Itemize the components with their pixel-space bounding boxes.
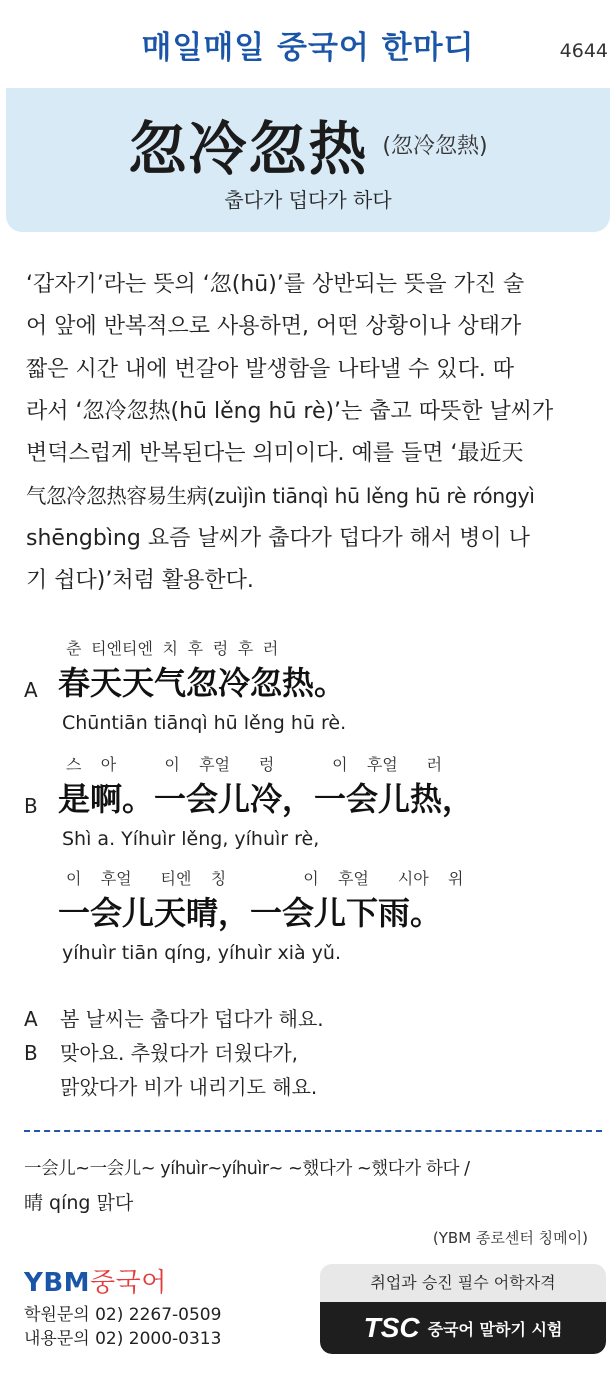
intro-line: ‘갑자기’라는 뜻의 ‘忽(hū)’를 상반되는 뜻을 가진 술 (26, 272, 525, 297)
dialogue-line (0, 752, 616, 852)
author-credit: (YBM 종로센터 칭메이) (432, 1229, 588, 1247)
translation-row (24, 1070, 594, 1104)
translation-text: 맞아요. 추웠다가 더웠다가, (60, 1041, 298, 1065)
ybm-block (24, 1262, 221, 1351)
contact-academy: 학원문의 02) 2267-0509 (24, 1305, 222, 1325)
intro-line: 짧은 시간 내에 번갈아 발생함을 나타낼 수 있다. 따 (26, 356, 514, 382)
vocab-line: 一会儿~一会儿~ yíhuìr~yíhuìr~ ~했다가 ~했다가 하다 / (24, 1159, 470, 1179)
translation-row (24, 1036, 594, 1070)
intro-line: 기 쉽다)’처럼 활용한다. (26, 568, 254, 594)
dialogue-line (0, 866, 616, 966)
title-korean: 춥다가 덥다가 하다 (224, 188, 392, 212)
title-chinese: 忽冷忽热 (128, 115, 369, 183)
dialogue-chinese: 是啊。一会儿冷，一会儿热， (58, 780, 475, 818)
dialogue-line (0, 636, 616, 736)
translation-row (24, 1002, 594, 1036)
tsc-bar (320, 1302, 606, 1354)
dialogue-pinyin: Chūntiān tiānqì hū lěng hū rè. (62, 712, 347, 734)
pronunciation-annotation: 춘 티엔티엔 치 후 렁 후 러 (66, 639, 279, 658)
dialogue-pinyin: Shì a. Yíhuìr lěng, yíhuìr rè, (62, 828, 320, 850)
dialogue-chinese: 春天天气忽冷忽热。 (58, 664, 347, 702)
intro-line: 라서 ‘忽冷忽热(hū lěng hū rè)’는 춥고 따뜻한 날씨가 (26, 398, 554, 424)
contact-content: 내용문의 02) 2000-0313 (24, 1329, 222, 1349)
ybm-logo (24, 1262, 221, 1299)
vocabulary (24, 1152, 610, 1220)
dialogue-pinyin: yíhuìr tiān qíng, yíhuìr xià yǔ. (62, 942, 341, 964)
vocab-line: 晴 qíng 맑다 (24, 1192, 134, 1214)
dialogue-chinese: 一会儿天晴，一会儿下雨。 (58, 894, 443, 932)
speaker-label: B (24, 794, 38, 818)
speaker-label: A (24, 678, 38, 702)
title-row (6, 102, 610, 186)
translation-text: 봄 날씨는 춥다가 덥다가 해요. (60, 1007, 324, 1031)
pronunciation-annotation: 이 후얼 티엔 칭 이 후얼 시아 위 (66, 869, 464, 888)
title-traditional: (忽冷忽熱) (382, 133, 488, 159)
contact-info (24, 1303, 221, 1351)
speaker-label: A (24, 1007, 38, 1031)
title-box (6, 88, 610, 232)
header (0, 0, 616, 86)
tsc-banner (320, 1264, 606, 1354)
translation-text: 맑았다가 비가 내리기도 해요. (60, 1075, 318, 1099)
pronunciation-annotation: 스 아 이 후얼 렁 이 후얼 러 (66, 755, 443, 774)
ybm-logo-ko: 중국어 (90, 1268, 167, 1298)
korean-translation (24, 1002, 594, 1104)
ybm-logo-en: YBM (24, 1268, 91, 1298)
intro-line: shēngbìng 요즘 날씨가 춥다가 덥다가 해서 병이 나 (26, 525, 530, 551)
tsc-name: 중국어 말하기 시험 (427, 1319, 563, 1339)
dashed-divider (24, 1130, 602, 1132)
series-title: 매일매일 중국어 한마디 (141, 30, 475, 66)
intro-line: 어 앞에 반복적으로 사용하면, 어떤 상황이나 상태가 (26, 314, 522, 340)
intro-line: 변덕스럽게 반복된다는 의미이다. 예를 들면 ‘最近天 (26, 441, 524, 467)
issue-number: 4644 (559, 40, 608, 62)
intro-paragraph (26, 264, 600, 602)
tsc-logo: TSC (363, 1312, 420, 1343)
speaker-label (24, 1070, 60, 1104)
intro-line: 气忽冷忽热容易生病(zuìjìn tiānqì hū lěng hū rè róngyì (26, 484, 535, 509)
speaker-label: B (24, 1041, 38, 1065)
tsc-tagline: 취업과 승진 필수 어학자격 (370, 1273, 556, 1292)
